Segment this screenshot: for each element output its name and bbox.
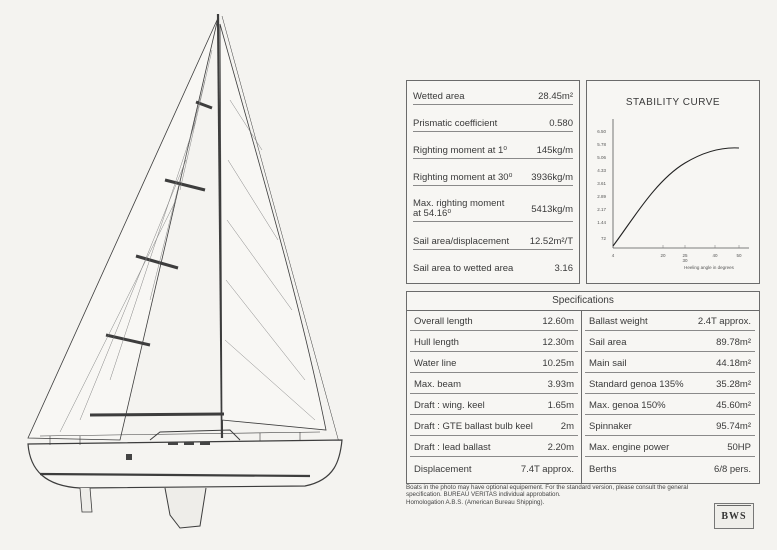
bws-logo xyxy=(714,503,754,529)
hydro-row xyxy=(413,118,573,132)
spec-value: 1.65m xyxy=(547,399,574,411)
hydro-row xyxy=(413,199,573,222)
hydro-label: Righting moment at 30⁰ xyxy=(413,172,513,183)
hydro-value: 28.45m² xyxy=(538,91,573,102)
x-tick-label: 50 xyxy=(736,253,742,258)
spec-row xyxy=(585,312,755,331)
spec-label: Draft : lead ballast xyxy=(414,441,491,453)
hydro-value: 5413kg/m xyxy=(531,203,573,215)
hydro-value: 145kg/m xyxy=(536,145,573,156)
hydro-value: 3936kg/m xyxy=(531,172,573,183)
hydro-value: 3.16 xyxy=(554,263,573,274)
y-tick-label: 6.50 xyxy=(597,129,606,134)
spec-row xyxy=(410,333,578,352)
x-tick-label: 30 xyxy=(682,258,688,263)
hydro-label: Sail area to wetted area xyxy=(413,263,514,274)
spec-row xyxy=(410,417,578,436)
hydro-row xyxy=(413,91,573,105)
hydro-row xyxy=(413,236,573,250)
y-tick-label: 2.89 xyxy=(597,194,606,199)
spec-row xyxy=(410,375,578,394)
stability-curve-line xyxy=(613,148,739,246)
spec-label: Main sail xyxy=(589,357,627,369)
y-tick-label: 5.06 xyxy=(597,155,606,160)
spec-label: Displacement xyxy=(414,464,472,475)
spec-row xyxy=(585,354,755,373)
spec-value: 2m xyxy=(560,420,574,432)
spec-value: 45.60m² xyxy=(716,399,751,411)
spec-label: Standard genoa 135% xyxy=(589,378,684,390)
hydro-value: 0.580 xyxy=(549,118,573,129)
spec-label: Berths xyxy=(589,464,617,475)
spec-label: Max. beam xyxy=(414,378,461,390)
spec-row xyxy=(410,354,578,373)
stability-curve-panel xyxy=(586,80,760,284)
spec-value: 2.20m xyxy=(547,441,574,453)
spec-value: 12.30m xyxy=(542,336,574,348)
spec-label: Spinnaker xyxy=(589,420,632,432)
y-tick-label: 4.33 xyxy=(597,168,606,173)
spec-row xyxy=(410,312,578,331)
spec-value: 3.93m xyxy=(547,378,574,390)
spec-value: 89.78m² xyxy=(716,336,751,348)
footnote-line: specification. BUREAU VERITAS individual approbation. xyxy=(406,491,561,499)
spec-label: Max. engine power xyxy=(589,441,670,453)
spec-row xyxy=(585,438,755,457)
hydro-row xyxy=(413,172,573,186)
spec-label: Ballast weight xyxy=(589,315,648,327)
spec-value: 12.60m xyxy=(542,315,574,327)
y-tick-label: 5.78 xyxy=(597,142,606,147)
spec-label: Draft : GTE ballast bulb keel xyxy=(414,420,533,432)
hydro-row xyxy=(413,145,573,159)
hydro-value: 12.52m²/T xyxy=(529,236,573,247)
spec-value: 50HP xyxy=(727,441,751,453)
spec-row xyxy=(585,460,755,479)
y-tick-label: 3.61 xyxy=(597,181,606,186)
spec-label: Max. genoa 150% xyxy=(589,399,666,411)
spec-label: Sail area xyxy=(589,336,627,348)
spec-label: Draft : wing. keel xyxy=(414,399,485,411)
footnote-line: Boats in the photo may have optional equipement. For the standard version, please consult the general xyxy=(406,484,689,491)
spec-row xyxy=(585,375,755,394)
spec-value: 35.28m² xyxy=(716,378,751,390)
spec-row xyxy=(410,460,578,479)
x-tick-label: 20 xyxy=(660,253,666,258)
hydro-label: Max. righting moment at 54.16⁰ xyxy=(413,198,505,219)
spec-value: 44.18m² xyxy=(716,357,751,369)
y-tick-label: 72 xyxy=(600,236,606,241)
hydro-label: Wetted area xyxy=(413,91,465,102)
spec-value: 6/8 pers. xyxy=(714,464,751,475)
spec-row xyxy=(410,396,578,415)
x-tick-label: 4 xyxy=(611,253,615,258)
spec-value: 95.74m² xyxy=(716,420,751,432)
spec-row xyxy=(585,396,755,415)
x-axis-label: Heeling angle in degrees xyxy=(684,265,734,270)
footnote xyxy=(406,484,706,506)
logo-text: BWS xyxy=(721,511,747,522)
spec-value: 7.4T approx. xyxy=(520,464,574,475)
stability-curve-chart xyxy=(587,81,759,283)
spec-label: Overall length xyxy=(414,315,473,327)
spec-value: 2.4T approx. xyxy=(697,315,751,327)
hydrostatics-panel xyxy=(406,80,580,284)
x-tick-label: 25 xyxy=(682,253,688,258)
specifications-panel xyxy=(406,291,760,484)
spec-label: Water line xyxy=(414,357,457,369)
spec-row xyxy=(585,333,755,352)
x-tick-label: 40 xyxy=(712,253,718,258)
spec-label: Hull length xyxy=(414,336,459,348)
footnote-line: Homologation A.B.S. (American Bureau Shipping). xyxy=(406,498,545,506)
y-tick-label: 1.44 xyxy=(597,220,606,225)
spec-value: 10.25m xyxy=(542,357,574,369)
spec-row xyxy=(410,438,578,457)
spec-row xyxy=(585,417,755,436)
stability-curve-title: STABILITY CURVE xyxy=(625,97,721,108)
hydro-row xyxy=(413,263,573,276)
y-tick-label: 2.17 xyxy=(597,207,606,212)
hydro-label: Sail area/displacement xyxy=(413,236,510,247)
hydro-label: Righting moment at 1⁰ xyxy=(413,145,508,156)
specifications-title: Specifications xyxy=(552,295,614,306)
hydro-label: Prismatic coefficient xyxy=(413,118,498,129)
